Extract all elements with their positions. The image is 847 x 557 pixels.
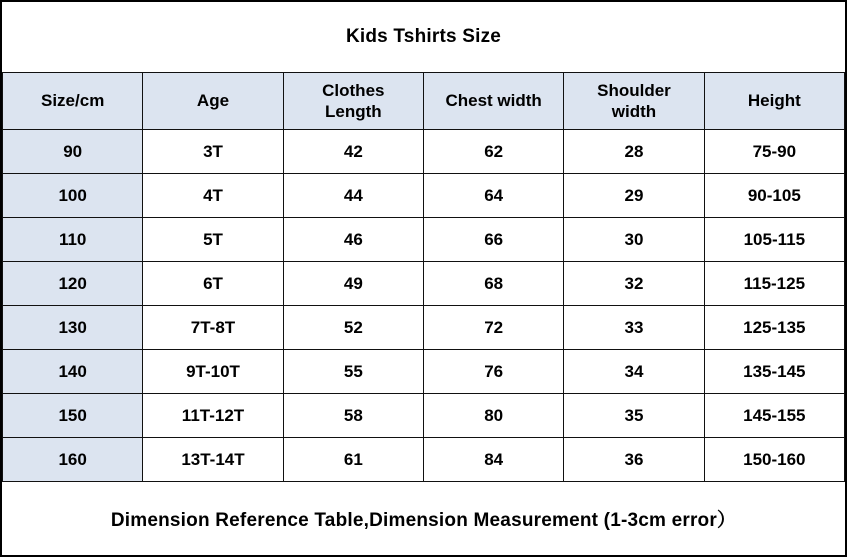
cell-chest-width: 64 (423, 174, 563, 218)
footer-note: Dimension Reference Table,Dimension Measurement (1-3cm error） (110, 510, 737, 531)
header-cell-chest-width (423, 73, 563, 130)
cell-clothes-length: 58 (283, 394, 423, 438)
cell-shoulder-width: 29 (564, 174, 704, 218)
table-row-120 (3, 262, 845, 306)
table-row-100 (3, 174, 845, 218)
header-label-clothes-length: Clothes Length (322, 80, 385, 121)
cell-age: 4T (143, 174, 283, 218)
table-row-90 (3, 130, 845, 174)
cell-clothes-length: 55 (283, 350, 423, 394)
header-label-chest-width: Chest width (445, 91, 542, 111)
cell-size: 140 (3, 350, 143, 394)
table-row-110 (3, 218, 845, 262)
cell-age: 6T (143, 262, 283, 306)
cell-age: 11T-12T (143, 394, 283, 438)
header-label-size: Size/cm (41, 91, 105, 111)
size-table-header (3, 73, 845, 130)
cell-age: 3T (143, 130, 283, 174)
cell-shoulder-width: 28 (564, 130, 704, 174)
cell-height: 125-135 (704, 306, 844, 350)
cell-shoulder-width: 30 (564, 218, 704, 262)
cell-age: 9T-10T (143, 350, 283, 394)
cell-shoulder-width: 32 (564, 262, 704, 306)
cell-chest-width: 84 (423, 438, 563, 482)
header-label-shoulder-width: Shoulder width (597, 80, 671, 121)
size-table-body (3, 130, 845, 482)
cell-size: 90 (3, 130, 143, 174)
size-table (2, 72, 845, 482)
header-cell-shoulder-width (564, 73, 704, 130)
cell-shoulder-width: 36 (564, 438, 704, 482)
header-row (3, 73, 845, 130)
table-row-150 (3, 394, 845, 438)
cell-shoulder-width: 34 (564, 350, 704, 394)
cell-age: 13T-14T (143, 438, 283, 482)
cell-size: 100 (3, 174, 143, 218)
header-cell-clothes-length (283, 73, 423, 130)
cell-size: 150 (3, 394, 143, 438)
cell-shoulder-width: 33 (564, 306, 704, 350)
cell-clothes-length: 61 (283, 438, 423, 482)
cell-size: 120 (3, 262, 143, 306)
cell-size: 110 (3, 218, 143, 262)
cell-height: 150-160 (704, 438, 844, 482)
cell-clothes-length: 42 (283, 130, 423, 174)
table-row-160 (3, 438, 845, 482)
cell-clothes-length: 46 (283, 218, 423, 262)
header-label-age: Age (196, 91, 230, 111)
header-cell-age (143, 73, 283, 130)
cell-height: 105-115 (704, 218, 844, 262)
cell-chest-width: 72 (423, 306, 563, 350)
cell-age: 7T-8T (143, 306, 283, 350)
header-label-height: Height (747, 91, 801, 111)
table-row-140 (3, 350, 845, 394)
cell-size: 130 (3, 306, 143, 350)
cell-age: 5T (143, 218, 283, 262)
cell-size: 160 (3, 438, 143, 482)
cell-clothes-length: 52 (283, 306, 423, 350)
cell-clothes-length: 44 (283, 174, 423, 218)
cell-chest-width: 80 (423, 394, 563, 438)
cell-height: 90-105 (704, 174, 844, 218)
cell-chest-width: 76 (423, 350, 563, 394)
cell-chest-width: 62 (423, 130, 563, 174)
cell-chest-width: 68 (423, 262, 563, 306)
page-title: Kids Tshirts Size (345, 26, 502, 47)
cell-shoulder-width: 35 (564, 394, 704, 438)
cell-height: 75-90 (704, 130, 844, 174)
cell-height: 135-145 (704, 350, 844, 394)
header-cell-height (704, 73, 844, 130)
header-cell-size (3, 73, 143, 130)
cell-clothes-length: 49 (283, 262, 423, 306)
table-row-130 (3, 306, 845, 350)
cell-height: 115-125 (704, 262, 844, 306)
cell-height: 145-155 (704, 394, 844, 438)
cell-chest-width: 66 (423, 218, 563, 262)
